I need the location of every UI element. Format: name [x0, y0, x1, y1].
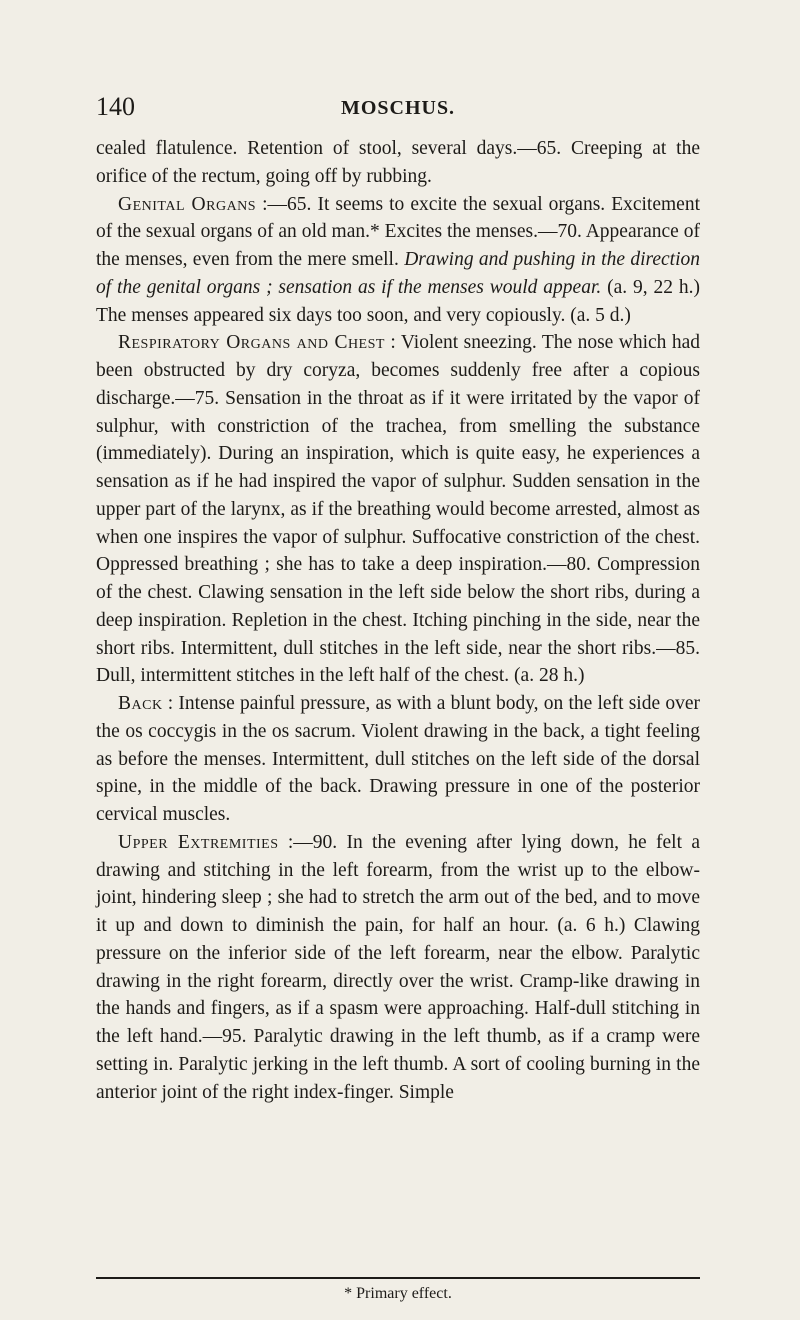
italic-text: Drawing and pushing in the direction of the genital organs ; sensation as if the menses would appear. [96, 249, 701, 298]
paragraph-text: (a. 9, 22 h.) The menses appeared six days too soon, and very copiously. (a. 5 d.) [96, 276, 700, 326]
section-heading-genital-organs: Genital Organs [118, 193, 257, 215]
section-heading-respiratory: Respiratory Organs and Chest [118, 332, 385, 354]
paragraph-back [96, 690, 700, 829]
paragraph-respiratory [96, 329, 700, 690]
paragraph-text: : Intense painful pressure, as with a blunt body, on the left side over the os coccygis in the os sacrum. Violent drawing in the back, a tight feeling as before the menses. Intermittent, dull stitches on the left side of the dorsal spine, in the middle of the back. Drawing pressure in one of the posterior cervical muscles. [96, 693, 700, 825]
page-header [96, 92, 700, 122]
paragraph-text: :—90. In the evening after lying down, he felt a drawing and stitching in the left forearm, from the wrist up to the elbow-joint, hindering sleep ; she had to stretch the arm out of the bed, and to move it up and down to diminish the pain, for half an hour. (a. 6 h.) Clawing pressure on the inferior side of the left forearm, near the elbow. Paralytic drawing in the right forearm, directly over the wrist. Cramp-like drawing in the hands and fingers, as if a spasm were approaching. Half-dull stitching in the left hand.—95. Paralytic drawing in the left thumb, as if a cramp were setting in. Paralytic jerking in the left thumb. A sort of cooling burning in the anterior joint of the right index-finger. Simple [96, 831, 701, 1103]
body-text [96, 135, 700, 1106]
section-heading-back: Back [118, 693, 163, 714]
section-heading-upper-extremities: Upper Extremities [118, 831, 279, 853]
paragraph-text: cealed flatulence. Retention of stool, several days.—65. Creeping at the orifice of the rectum, going off by rubbing. [96, 138, 700, 187]
paragraph-text: : Violent sneezing. The nose which had been obstructed by dry coryza, becomes suddenly free after a copious discharge.—75. Sensation in the throat as if it were irritated by the vapor of sulphur, with constriction of the trachea, from smelling the substance (immediately). During an inspiration, which is quite easy, he experiences a sensation as if he had inspired the vapor of sulphur. Sudden sensation in the upper part of the larynx, as if the breathing would become arrested, almost as when one inspires the vapor of sulphur. Suffocative constriction of the chest. Oppressed breathing ; she has to take a deep inspiration.—80. Compression of the chest. Clawing sensation in the left side below the short ribs, during a deep inspiration. Repletion in the chest. Itching pinching in the side, near the short ribs. Intermittent, dull stitches in the left side, near the short ribs.—85. Dull, intermittent stitches in the left half of the chest. (a. 28 h.) [96, 332, 700, 687]
footnote: * Primary effect. [344, 1285, 452, 1302]
running-head: MOSCHUS. [340, 97, 456, 119]
paragraph-text: :—65. It seems to excite the sexual organs. Excitement of the sexual organs of an old man.* Excites the menses.—70. Appearance of the menses, even from the mere smell. [96, 193, 700, 270]
paragraph-rectum [96, 135, 700, 191]
paragraph-upper-extremities [96, 829, 700, 1107]
footnote-divider [96, 1277, 700, 1279]
page-number: 140 [96, 92, 135, 121]
paragraph-genital-organs [96, 191, 700, 330]
